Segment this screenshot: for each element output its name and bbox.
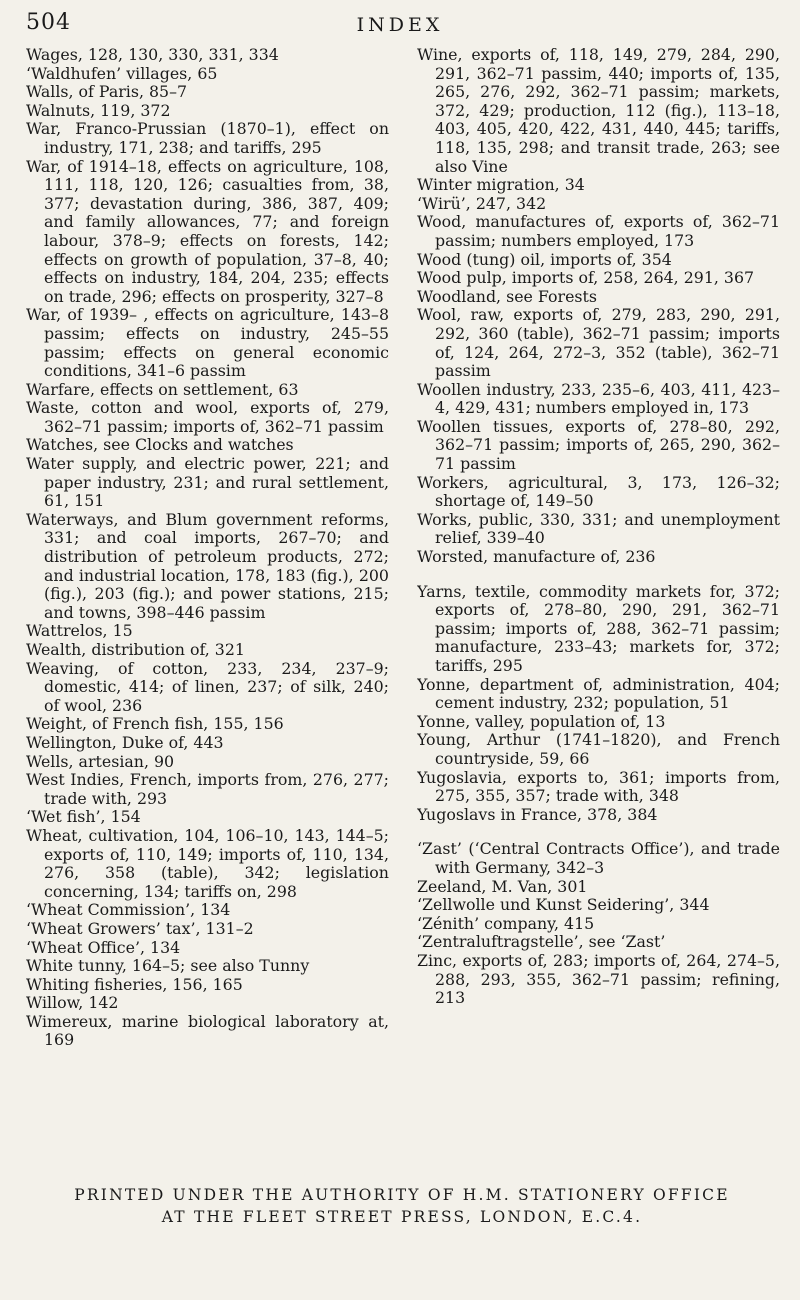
index-entry: Wool, raw, exports of, 279, 283, 290, 291, 292, 360 (table), 362–71 passim; imports of, 124, 264, 272–3, 352 (table), 362–71 passim (417, 305, 780, 381)
index-entry: War, Franco-Prussian (1870–1), effect on industry, 171, 238; and tariffs, 295 (26, 119, 389, 157)
index-entry: Wimereux, marine biological laboratory at, 169 (26, 1011, 389, 1050)
index-entry: Walls, of Paris, 85–7 (26, 82, 188, 102)
index-entry: Yugoslavs in France, 378, 384 (417, 804, 658, 824)
index-entry: Wealth, distribution of, 321 (26, 640, 245, 659)
index-entry: Woodland, see Forests (417, 286, 597, 306)
index-entry: Waste, cotton and wool, exports of, 279, 362–71 passim; imports of, 362–71 passim (26, 398, 389, 436)
index-entry: Works, public, 330, 331; and unemployment relief, 339–40 (417, 509, 780, 548)
index-entry: White tunny, 164–5; see also Tunny (26, 956, 310, 976)
index-entry: Whiting fisheries, 156, 165 (26, 974, 243, 994)
index-entry: Winter migration, 34 (417, 175, 585, 195)
page-number: 504 (26, 10, 71, 35)
index-entry: ‘Zellwolle und Kunst Seidering’, 344 (417, 895, 710, 915)
index-entry: Weight, of French fish, 155, 156 (26, 714, 284, 734)
index-entry: Wheat, cultivation, 104, 106–10, 143, 144–5; exports of, 110, 149; imports of, 110, 134, 276, 358 (table), 342; legislation concerning, 134; tariffs on, 298 (26, 825, 389, 901)
index-entry: Zeeland, M. Van, 301 (417, 876, 588, 896)
index-entry: Wood (tung) oil, imports of, 354 (417, 249, 672, 269)
index-entry: Young, Arthur (1741–1820), and French countryside, 59, 66 (417, 730, 780, 768)
index-entry: Yonne, department of, administration, 404; cement industry, 232; population, 51 (417, 674, 780, 713)
index-entry: Water supply, and electric power, 221; and paper industry, 231; and rural settlement, 61, 151 (26, 454, 389, 511)
index-entry: Waterways, and Blum government reforms, 331; and coal imports, 267–70; and distribution of petroleum products, 272; and industrial location, 178, 183 (fig.), 200 (fig.), 203 (fig.); and power stations, 215; and towns, 398–446 passim (26, 509, 389, 622)
index-entry: ‘Zast’ (‘Central Contracts Office’), and trade with Germany, 342–3 (417, 839, 780, 877)
imprint-line-1: PRINTED UNDER THE AUTHORITY OF H.M. STATIONERY OFFICE (74, 1186, 730, 1204)
index-entry: Wellington, Duke of, 443 (26, 732, 224, 752)
index-entry: Willow, 142 (26, 993, 119, 1013)
index-entry: ‘Wheat Office’, 134 (26, 937, 181, 957)
index-entry: Yugoslavia, exports to, 361; imports from, 275, 355, 357; trade with, 348 (417, 767, 780, 806)
index-entry: Woollen industry, 233, 235–6, 403, 411, 423–4, 429, 431; numbers employed in, 173 (417, 379, 780, 418)
index-entry: ‘Waldhufen’ villages, 65 (26, 63, 218, 83)
imprint-line-2: AT THE FLEET STREET PRESS, LONDON, E.C.4. (161, 1208, 643, 1226)
index-entry: Wells, artesian, 90 (26, 751, 175, 771)
index-entry: War, of 1939– , effects on agriculture, 143–8 passim; effects on industry, 245–55 passim; effects on general economic conditions, 341–6 passim (26, 305, 389, 381)
index-entry: Wood pulp, imports of, 258, 264, 291, 367 (417, 268, 755, 288)
index-entry: Warfare, effects on settlement, 63 (26, 379, 299, 399)
index-entry: ‘Zénith’ company, 415 (417, 913, 595, 933)
index-entry: Worsted, manufacture of, 236 (417, 547, 656, 567)
index-column-right (417, 46, 780, 1166)
index-entry: Walnuts, 119, 372 (26, 100, 171, 120)
printer-imprint (30, 1186, 774, 1226)
index-entry: Watches, see Clocks and watches (26, 435, 294, 455)
index-entry: Zinc, exports of, 283; imports of, 264, 274–5, 288, 293, 355, 362–71 passim; refining, 213 (417, 950, 780, 1008)
index-entry: Workers, agricultural, 3, 173, 126–32; shortage of, 149–50 (417, 472, 780, 511)
index-entry: Wages, 128, 130, 330, 331, 334 (26, 46, 279, 64)
index-entry: West Indies, French, imports from, 276, 277; trade with, 293 (26, 770, 389, 808)
page-header (26, 10, 774, 42)
index-entry: ‘Wet fish’, 154 (26, 807, 141, 827)
index-entry: ‘Wheat Growers’ tax’, 131–2 (26, 918, 254, 938)
index-entry: ‘Wirü’, 247, 342 (417, 193, 547, 213)
index-columns (26, 46, 780, 1166)
index-entry: War, of 1914–18, effects on agriculture, 108, 111, 118, 120, 126; casualties from, 38, 377; devastation during, 386, 387, 409; and family allowances, 77; and foreign labour, 378–9; effects on forests, 142; effects on growth of population, 37–8, 40; effects on industry, 184, 204, 235; effects on trade, 296; effects on prosperity, 327–8 (26, 156, 389, 306)
index-entry: Weaving, of cotton, 233, 234, 237–9; domestic, 414; of linen, 237; of silk, 240; of wool, 236 (26, 658, 389, 715)
index-column-left (26, 46, 389, 1166)
index-entry: Woollen tissues, exports of, 278–80, 292, 362–71 passim; imports of, 265, 290, 362–71 passim (417, 416, 780, 474)
index-entry: ‘Zentraluftragstelle’, see ‘Zast’ (417, 932, 666, 952)
index-entry: Yarns, textile, commodity markets for, 372; exports of, 278–80, 290, 291, 362–71 passim; imports of, 288, 362–71 passim; manufacture, 233–43; markets for, 372; tariffs, 295 (417, 581, 780, 675)
index-entry: Wine, exports of, 118, 149, 279, 284, 290, 291, 362–71 passim, 440; imports of, 135, 265, 276, 292, 362–71 passim; markets, 372, 429; production, 112 (fig.), 113–18, 403, 405, 420, 422, 431, 440, 445; tariffs, 118, 135, 298; and transit trade, 263; see also Vine (417, 46, 780, 176)
index-entry: Wood, manufactures of, exports of, 362–71 passim; numbers employed, 173 (417, 212, 780, 250)
index-entry: Wattrelos, 15 (26, 621, 133, 641)
index-entry: Yonne, valley, population of, 13 (417, 711, 666, 731)
running-head: INDEX (356, 14, 444, 36)
index-entry: ‘Wheat Commission’, 134 (26, 900, 231, 920)
